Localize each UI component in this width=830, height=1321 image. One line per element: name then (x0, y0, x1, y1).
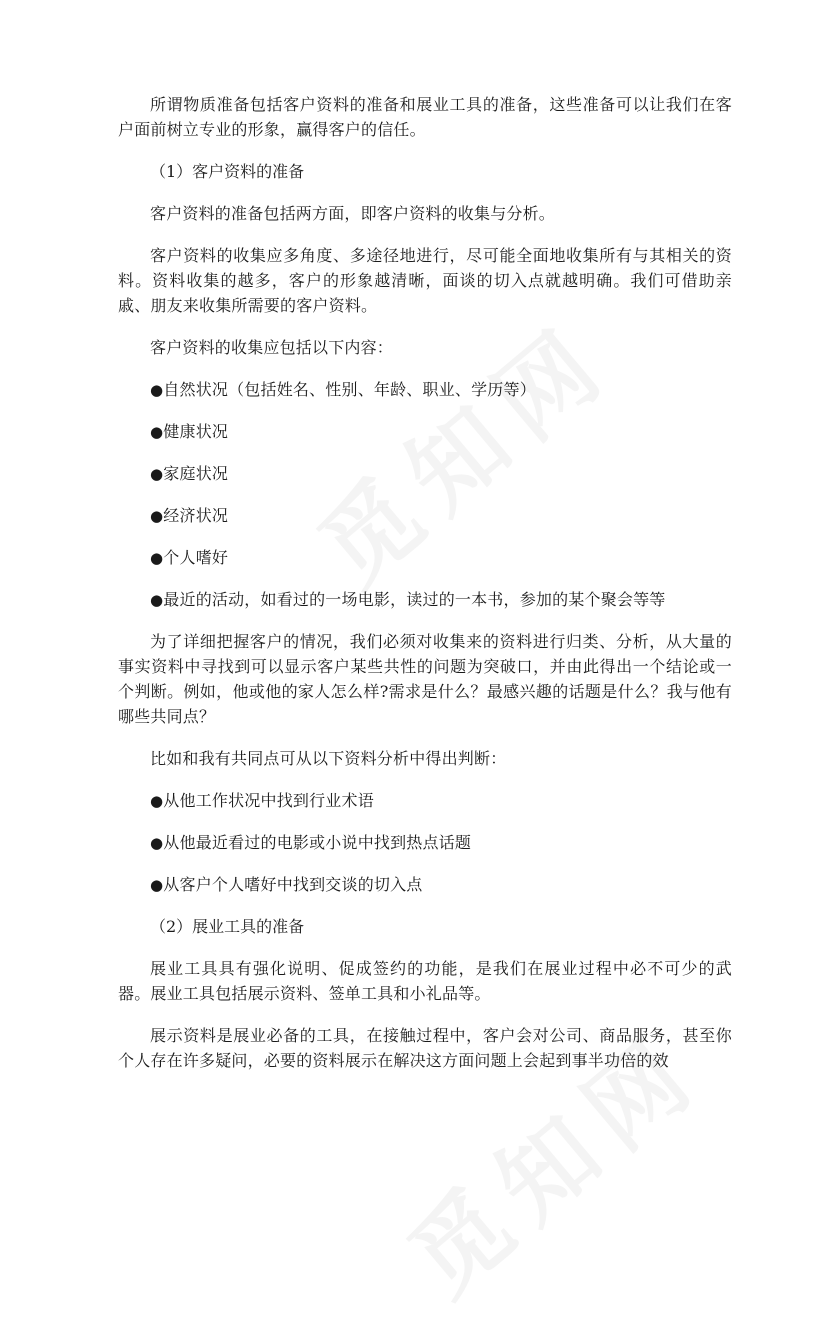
list-item (118, 872, 732, 898)
list-item (118, 377, 732, 403)
bullet-icon: ● (150, 876, 164, 894)
list-item (118, 587, 732, 613)
list-item-text: 从他工作状况中找到行业术语 (163, 791, 374, 810)
list-item (118, 503, 732, 529)
list-item-text: 从他最近看过的电影或小说中找到热点话题 (163, 833, 472, 852)
paragraph: 比如和我有共同点可从以下资料分析中得出判断： (150, 749, 507, 768)
list-item (118, 545, 732, 571)
paragraph-intro: 所谓物质准备包括客户资料的准备和展业工具的准备，这些准备可以让我们在客户面前树立专业的形象，赢得客户的信任。 (118, 95, 732, 139)
list-item-text: 经济状况 (163, 506, 229, 525)
paragraph: 为了详细把握客户的情况，我们必须对收集来的资料进行归类、分析，从大量的事实资料中寻找到可以显示客户某些共性的问题为突破口，并由此得出一个结论或一个判断。例如，他或他的家人怎么样?需求是什么？最感兴趣的话题是什么？我与他有哪些共同点？ (118, 632, 732, 726)
list-item (118, 461, 732, 487)
paragraph: 客户资料的收集应包括以下内容： (150, 338, 394, 357)
bullet-icon: ● (150, 381, 164, 399)
document-body (118, 92, 732, 1090)
list-item-text: 自然状况（包括姓名、性别、年龄、职业、学历等） (163, 380, 536, 399)
bullet-icon: ● (150, 507, 164, 525)
list-item-text: 从客户个人嗜好中找到交谈的切入点 (163, 875, 423, 894)
bullet-icon: ● (150, 834, 164, 852)
bullet-icon: ● (150, 465, 164, 483)
list-item-text: 最近的活动，如看过的一场电影，读过的一本书，参加的某个聚会等等 (163, 590, 666, 609)
list-item (118, 419, 732, 445)
bullet-icon: ● (150, 591, 164, 609)
list-item-text: 个人嗜好 (163, 548, 229, 567)
list-item-text: 家庭状况 (163, 464, 229, 483)
paragraph: 客户资料的准备包括两方面，即客户资料的收集与分析。 (150, 204, 556, 223)
list-item (118, 788, 732, 814)
section-heading-client-data: （1）客户资料的准备 (150, 162, 305, 181)
list-item-text: 健康状况 (163, 422, 229, 441)
paragraph: 展业工具具有强化说明、促成签约的功能，是我们在展业过程中必不可少的武器。展业工具包括展示资料、签单工具和小礼品等。 (118, 959, 732, 1003)
list-item (118, 830, 732, 856)
bullet-icon: ● (150, 423, 164, 441)
paragraph: 客户资料的收集应多角度、多途径地进行，尽可能全面地收集所有与其相关的资料。资料收集的越多，客户的形象越清晰，面谈的切入点就越明确。我们可借助亲戚、朋友来收集所需要的客户资料。 (118, 246, 732, 315)
bullet-icon: ● (150, 549, 164, 567)
section-heading-tools: （2）展业工具的准备 (150, 917, 305, 936)
paragraph: 展示资料是展业必备的工具，在接触过程中，客户会对公司、商品服务，甚至你个人存在许多疑问，必要的资料展示在解决这方面问题上会起到事半功倍的效 (118, 1026, 732, 1070)
bullet-icon: ● (150, 792, 164, 810)
